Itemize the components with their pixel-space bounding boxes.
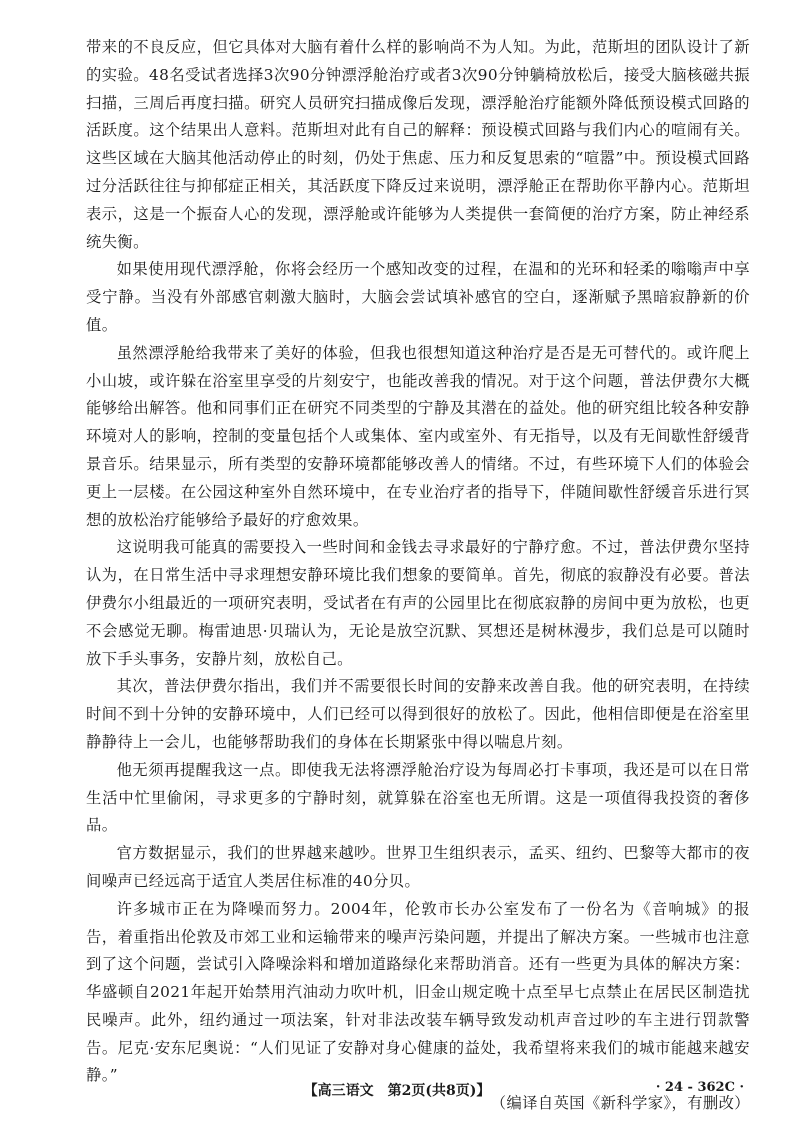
paragraph-1: 带来的不良反应，但它具体对大脑有着什么样的影响尚不为人知。为此，范斯坦的团队设计了新的实验。48名受试者选择3次90分钟漂浮舱治疗或者3次90分钟躺椅放松后，接受大脑核磁共振扫描，三周后再度扫描。研究人员研究扫描成像后发现，漂浮舱治疗能额外降低预设模式回路的活跃度。这个结果出人意料。范斯坦对此有自己的解释：预设模式回路与我们内心的喧闹有关。这些区域在大脑其他活动停止的时刻，仍处于焦虑、压力和反复思索的“喧嚣”中。预设模式回路过分活跃往往与抑郁症正相关，其活跃度下降反过来说明，漂浮舱正在帮助你平静内心。范斯坦表示，这是一个振奋人心的发现，漂浮舱或许能够为人类提供一套简便的治疗方案，防止神经系统失衡。 xyxy=(86,38,750,251)
paragraph-6: 他无须再提醒我这一点。即使我无法将漂浮舱治疗设为每周必打卡事项，我还是可以在日常生活中忙里偷闲，寻求更多的宁静时刻，就算躲在浴室也无所谓。这是一项值得我投资的奢侈品。 xyxy=(86,760,750,835)
footer-page-info: 【高三语文 第2页(共8页)】 xyxy=(303,1083,491,1099)
footer-exam-code: · 24 - 362C · xyxy=(655,1080,744,1095)
paragraph-7: 官方数据显示，我们的世界越来越吵。世界卫生组织表示，孟买、纽约、巴黎等大都市的夜间噪声已经远高于适宜人类居住标准的40分贝。 xyxy=(86,844,750,890)
article-body xyxy=(86,34,750,1118)
paragraph-4: 这说明我可能真的需要投入一些时间和金钱去寻求最好的宁静疗愈。不过，普法伊费尔坚持认为，在日常生活中寻求理想安静环境比我们想象的要简单。首先，彻底的寂静没有必要。普法伊费尔小组最近的一项研究表明，受试者在有声的公园里比在彻底寂静的房间中更为放松，也更不会感觉无聊。梅雷迪思·贝瑞认为，无论是放空沉默、冥想还是树林漫步，我们总是可以随时放下手头事务，安静片刻，放松自己。 xyxy=(86,538,750,668)
paragraph-2: 如果使用现代漂浮舱，你将会经历一个感知改变的过程，在温和的光环和轻柔的嗡嗡声中享受宁静。当没有外部感官刺激大脑时，大脑会尝试填补感官的空白，逐渐赋予黑暗寂静新的价值。 xyxy=(86,260,750,334)
paragraph-5: 其次，普法伊费尔指出，我们并不需要很长时间的安静来改善自我。他的研究表明，在持续时间不到十分钟的安静环境中，人们已经可以得到很好的放松了。因此，他相信即便是在浴室里静静待上一会儿，也能够帮助我们的身体在长期紧张中得以喘息片刻。 xyxy=(86,677,750,751)
page-footer xyxy=(0,1080,794,1104)
paragraph-8: 许多城市正在为降噪而努力。2004年，伦敦市长办公室发布了一份名为《音响城》的报告，着重指出伦敦及市郊工业和运输带来的噪声污染问题，并提出了解决方案。一些城市也注意到了这个问题，尝试引入降噪涂料和增加道路绿化来帮助消音。还有一些更为具体的解决方案：华盛顿自2021年起开始禁用汽油动力吹叶机，旧金山规定晚十点至早七点禁止在居民区制造扰民噪声。此外，纽约通过一项法案，针对非法改装车辆导致发动机声音过吵的车主进行罚款警告。尼克·安东尼奥说：“人们见证了安静对身心健康的益处，我希望将来我们的城市能越来越安静。” xyxy=(86,899,750,1085)
paragraph-3: 虽然漂浮舱给我带来了美好的体验，但我也很想知道这种治疗是否是无可替代的。或许爬上小山坡，或许躲在浴室里享受的片刻安宁，也能改善我的情况。对于这个问题，普法伊费尔大概能够给出解答。他和同事们正在研究不同类型的宁静及其潜在的益处。他的研究组比较各种安静环境对人的影响，控制的变量包括个人或集体、室内或室外、有无指导，以及有无间歇性舒缓背景音乐。结果显示，所有类型的安静环境都能够改善人的情绪。不过，有些环境下人们的体验会更上一层楼。在公园这种室外自然环境中，在专业治疗者的指导下，伴随间歇性舒缓音乐进行冥想的放松治疗能够给予最好的疗愈效果。 xyxy=(86,343,750,529)
source-citation: （编译自英国《新科学家》，有删改） xyxy=(490,1094,750,1113)
